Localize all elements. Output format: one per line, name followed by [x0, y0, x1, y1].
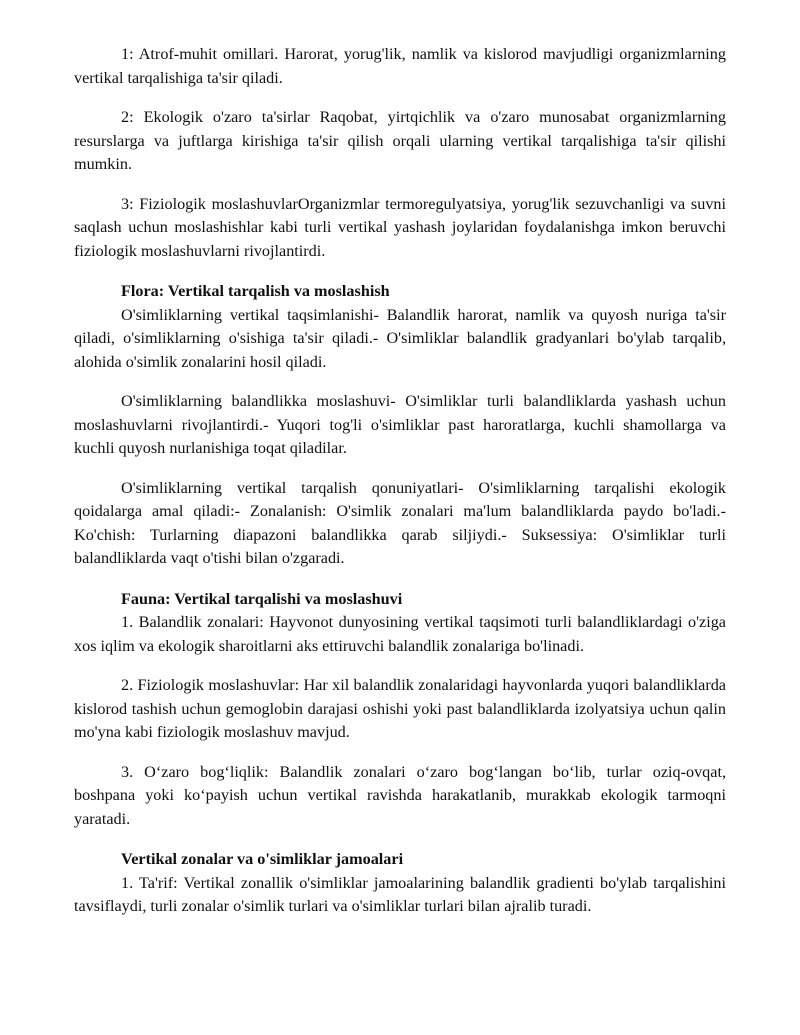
- intro-paragraph-2: 2: Ekologik o'zaro ta'sirlar Raqobat, yirtqichlik va o'zaro munosabat organizmlarning resurslarga va juftlarga kirishiga ta'sir qilish orqali ularning vertikal tarqalishiga ta'sir qilishi mumkin.: [74, 108, 726, 173]
- document-page: [74, 43, 726, 919]
- intro-paragraph-3: 3: Fiziologik moslashuvlarOrganizmlar termoregulyatsiya, yorug'lik sezuvchanligi va suvni saqlash uchun moslashishlar kabi turli vertikal yashash joylaridan foydalanishga imkon beruvchi fiziologik moslashuvlarni rivojlantirdi.: [74, 194, 726, 260]
- fauna-paragraph-3: 3. O‘zaro bog‘liqlik: Balandlik zonalari o‘zaro bog‘langan bo‘lib, turlar oziq-ovqat, boshpana yoki ko‘payish uchun vertikal ravishda harakatlanib, murakkab ekologik tarmoqni yaratadi.: [74, 762, 726, 828]
- fauna-paragraph-1: 1. Balandlik zonalari: Hayvonot dunyosining vertikal taqsimoti turli balandliklardagi o'ziga xos iqlim va ekologik sharoitlarni aks ettiruvchi balandlik zonalariga bo'linadi.: [74, 613, 726, 655]
- flora-heading: Flora: Vertikal tarqalish va moslashish: [121, 282, 390, 300]
- zones-paragraph-1: 1. Ta'rif: Vertikal zonallik o'simliklar jamoalarining balandlik gradienti bo'ylab tarqalishini tavsiflaydi, turli zonalar o'simlik turlari va o'simliklar turlari bilan ajralib turadi.: [74, 873, 726, 915]
- zones-heading: Vertikal zonalar va o'simliklar jamoalari: [121, 850, 404, 868]
- flora-paragraph-3: O'simliklarning vertikal tarqalish qonuniyatlari- O'simliklarning tarqalishi ekologik qoidalarga amal qiladi:- Zonalanish: O'simlik zonalari ma'lum balandliklarda paydo bo'ladi.- Ko'chish: Turlarning diapazoni balandlikka qarab siljiydi.- Suksessiya: O'simliklar turli balandliklarda vaqt o'tishi bilan o'zgaradi.: [74, 478, 726, 567]
- fauna-heading: Fauna: Vertikal tarqalishi va moslashuvi: [121, 589, 403, 608]
- flora-paragraph-1: O'simliklarning vertikal taqsimlanishi- Balandlik harorat, namlik va quyosh nuriga ta'sir qiladi, o'simliklarning o'sishiga ta'sir qiladi.- O'simliklar balandlik gradyanlari bo'ylab tarqalib, alohida o'simlik zonalarini hosil qiladi.: [74, 305, 726, 371]
- intro-paragraph-1: 1: Atrof-muhit omillari. Harorat, yorug'lik, namlik va kislorod mavjudligi organizmlarning vertikal tarqalishiga ta'sir qiladi.: [74, 45, 726, 87]
- flora-paragraph-2: O'simliklarning balandlikka moslashuvi- O'simliklar turli balandliklarda yashash uchun moslashuvlarni rivojlantirdi.- Yuqori tog'li o'simliklar past haroratlarga, kuchli shamollarga va kuchli quyosh nurlanishiga toqat qiladilar.: [74, 392, 726, 457]
- fauna-paragraph-2: 2. Fiziologik moslashuvlar: Har xil balandlik zonalaridagi hayvonlarda yuqori balandliklarda kislorod tashish uchun gemoglobin darajasi oshishi yoki past balandliklarda izolyatsiya uchun qalin mo'yna kabi fiziologik moslashuv mavjud.: [74, 676, 726, 741]
